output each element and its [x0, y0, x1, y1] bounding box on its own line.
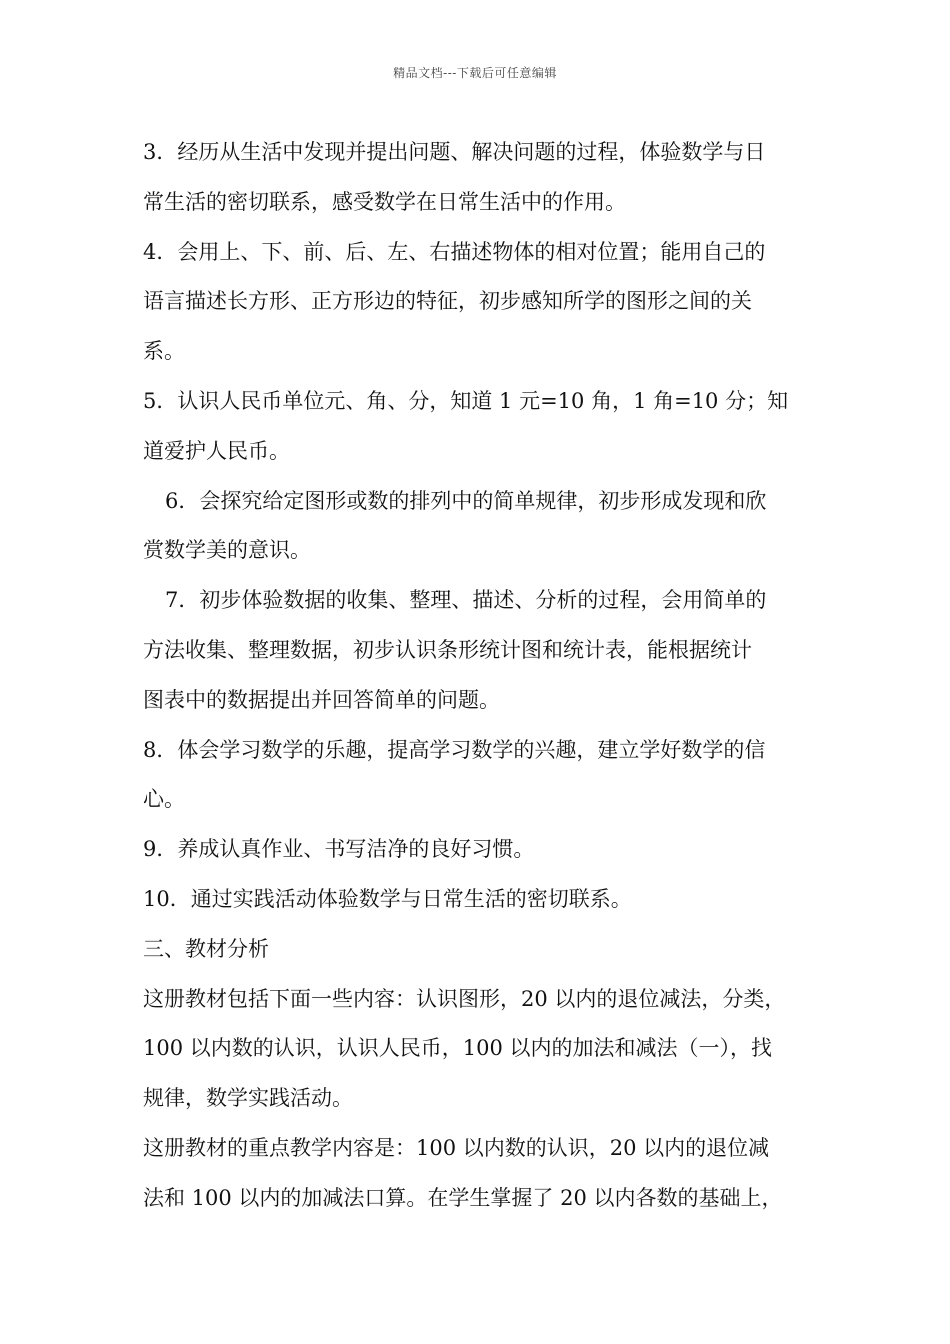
text-line: 这册教材包括下面一些内容：认识图形，20 以内的退位减法，分类，: [143, 986, 786, 1011]
page-header: 精品文档---下载后可任意编辑: [393, 66, 557, 80]
text-line: 4．会用上、下、前、后、左、右描述物体的相对位置；能用自己的: [143, 239, 766, 264]
document-body: [143, 128, 808, 1224]
text-line: 9．养成认真作业、书写洁净的良好习惯。: [143, 837, 535, 862]
text-line: 系。: [143, 339, 185, 364]
text-line: 道爱护人民币。: [143, 438, 290, 463]
text-line: 赏数学美的意识。: [143, 538, 311, 563]
text-line: 心。: [143, 787, 185, 812]
text-line: 语言描述长方形、正方形边的特征，初步感知所学的图形之间的关: [143, 289, 752, 314]
text-line: 6．会探究给定图形或数的排列中的简单规律，初步形成发现和欣: [165, 488, 767, 513]
section-heading: 三、教材分析: [143, 936, 269, 961]
text-line: 8．体会学习数学的乐趣，提高学习数学的兴趣，建立学好数学的信: [143, 737, 766, 762]
text-line: 3．经历从生活中发现并提出问题、解决问题的过程，体验数学与日: [143, 140, 766, 164]
text-line: 方法收集、整理数据，初步认识条形统计图和统计表，能根据统计: [143, 637, 752, 662]
text-line: 5．认识人民币单位元、角、分，知道 1 元=10 角，1 角=10 分；知: [143, 388, 789, 413]
text-line: 规律，数学实践活动。: [143, 1086, 353, 1111]
text-line: 法和 100 以内的加减法口算。在学生掌握了 20 以内各数的基础上，: [143, 1185, 783, 1210]
text-line: 7．初步体验数据的收集、整理、描述、分析的过程，会用简单的: [165, 588, 767, 613]
text-line: 这册教材的重点教学内容是：100 以内数的认识，20 以内的退位减: [143, 1135, 770, 1160]
text-line: 10．通过实践活动体验数学与日常生活的密切联系。: [143, 886, 632, 911]
text-line: 100 以内数的认识，认识人民币，100 以内的加法和减法（一），找: [143, 1036, 773, 1061]
text-line: 常生活的密切联系，感受数学在日常生活中的作用。: [143, 189, 626, 214]
text-line: 图表中的数据提出并回答简单的问题。: [143, 687, 500, 712]
